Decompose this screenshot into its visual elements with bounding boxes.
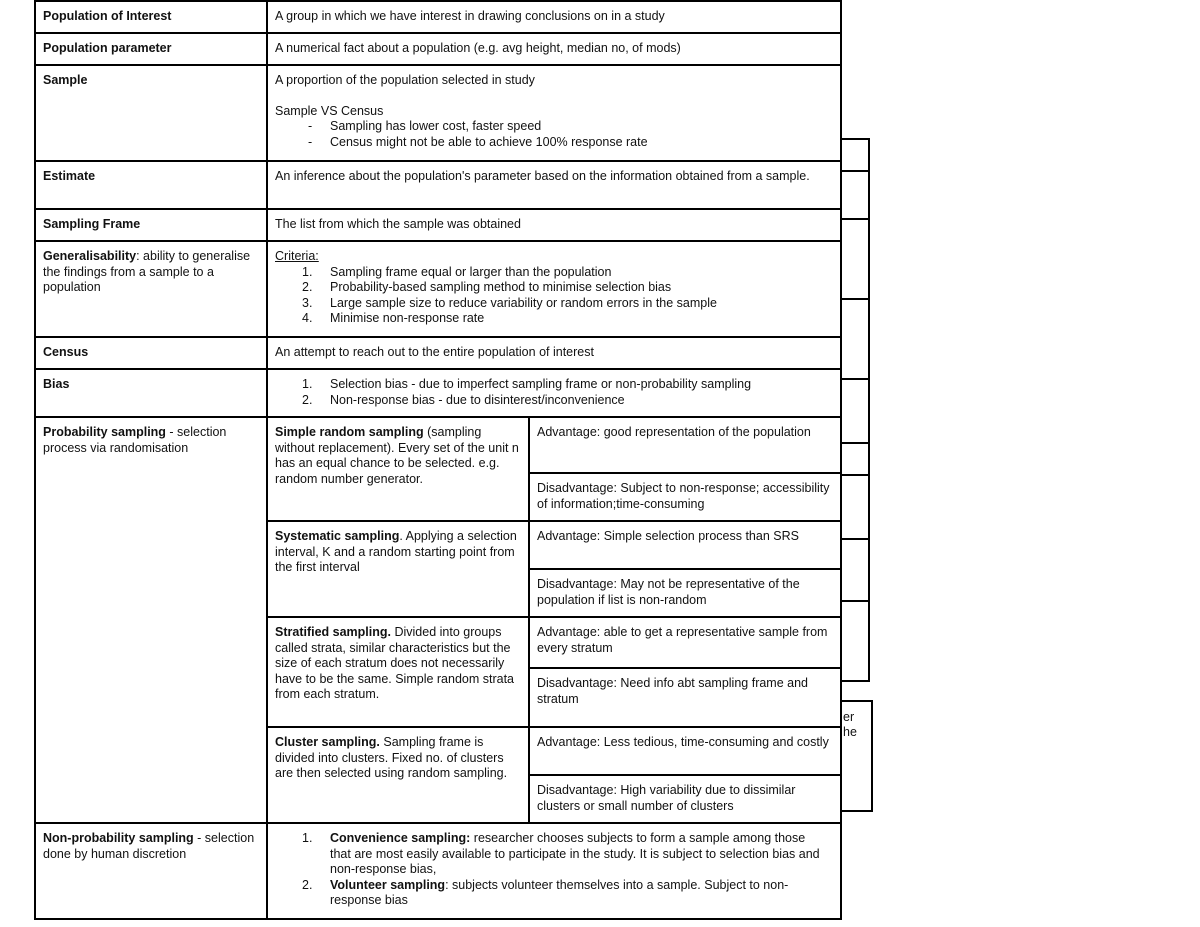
term-cell bbox=[34, 32, 268, 66]
term-cell bbox=[34, 0, 268, 34]
definition-cell bbox=[266, 240, 842, 338]
method-description: Divided into groups called strata, similar characteristics but the size of each stratum does not necessarily have to be the same. Simple random strata from each stratum. bbox=[275, 625, 515, 701]
subheading: Sample VS Census bbox=[275, 103, 384, 118]
definition-cell bbox=[266, 336, 842, 370]
background-text-fragment: he bbox=[843, 725, 857, 739]
method-name: Cluster sampling. bbox=[275, 735, 380, 749]
method-name: Stratified sampling. bbox=[275, 625, 391, 639]
term-description: : ability to generalise the findings from a sample to a population bbox=[43, 249, 251, 294]
term-label: Bias bbox=[43, 377, 70, 391]
term-cell bbox=[34, 368, 268, 418]
term-cell bbox=[34, 822, 268, 920]
method-description: . Applying a selection interval, K and a random starting point from the first interval bbox=[275, 529, 517, 574]
definition-text: A group in which we have interest in drawing conclusions on in a study bbox=[275, 9, 665, 23]
term-label: Census bbox=[43, 345, 89, 359]
term-label: Population of Interest bbox=[43, 9, 172, 23]
term-label: Probability sampling bbox=[43, 425, 166, 439]
list-item: 4. Minimise non-response rate bbox=[302, 311, 485, 325]
list-item: 2. Non-response bias - due to disinterest/inconvenience bbox=[302, 392, 625, 407]
numbered-list bbox=[275, 831, 828, 909]
term-description: - selection done by human discretion bbox=[43, 831, 255, 861]
disadvantage-cell: Disadvantage: May not be representative of the population if list is non-random bbox=[528, 568, 842, 618]
numbered-list bbox=[275, 377, 834, 408]
list-item: 2. Volunteer sampling: subjects volunteer themselves into a sample. Subject to non-response bias bbox=[302, 877, 789, 907]
term-label: Sample bbox=[43, 73, 88, 87]
list-item: - Census might not be able to achieve 100% response rate bbox=[308, 134, 648, 149]
definition-text: An inference about the population's parameter based on the information obtained from a sample. bbox=[275, 169, 810, 183]
list-item: 3. Large sample size to reduce variability or random errors in the sample bbox=[302, 295, 717, 310]
numbered-list bbox=[275, 265, 834, 327]
advantage-cell: Advantage: Less tedious, time-consuming and costly bbox=[528, 726, 842, 776]
bullet-list bbox=[275, 119, 834, 150]
term-label: Generalisability bbox=[43, 249, 137, 263]
definition-cell bbox=[266, 160, 842, 210]
definition-cell bbox=[266, 822, 842, 920]
disadvantage-cell: Disadvantage: High variability due to dissimilar clusters or small number of clusters bbox=[528, 774, 842, 824]
definition-cell bbox=[266, 32, 842, 66]
list-item: 1. Sampling frame equal or larger than the population bbox=[302, 264, 612, 279]
method-cell bbox=[266, 520, 530, 618]
method-cell bbox=[266, 416, 530, 522]
advantage-cell: Advantage: Simple selection process than SRS bbox=[528, 520, 842, 570]
method-description: Sampling frame is divided into clusters. Fixed no. of clusters are then selected using random sampling. bbox=[275, 735, 508, 780]
definition-cell bbox=[266, 368, 842, 418]
definition-cell bbox=[266, 64, 842, 162]
term-label: Estimate bbox=[43, 169, 96, 183]
disadvantage-cell: Disadvantage: Need info abt sampling frame and stratum bbox=[528, 667, 842, 728]
definition-cell bbox=[266, 208, 842, 242]
list-item: - Sampling has lower cost, faster speed bbox=[308, 119, 542, 133]
definition-text: The list from which the sample was obtained bbox=[275, 217, 521, 231]
list-item: 1. Convenience sampling: researcher chooses subjects to form a sample among those that are most easily available to participate in the study. It is subject to selection bias and non-response bias, bbox=[302, 831, 820, 876]
definition-text: A numerical fact about a population (e.g. avg height, median no, of mods) bbox=[275, 41, 681, 55]
term-label: Population parameter bbox=[43, 41, 172, 55]
list-item: 1. Selection bias - due to imperfect sampling frame or non-probability sampling bbox=[302, 377, 752, 391]
background-text-fragment: er bbox=[843, 710, 855, 724]
disadvantage-cell: Disadvantage: Subject to non-response; accessibility of information;time-consuming bbox=[528, 472, 842, 522]
term-cell bbox=[34, 64, 268, 162]
term-label: Non-probability sampling bbox=[43, 831, 194, 845]
method-name: Simple random sampling bbox=[275, 425, 424, 439]
term-cell bbox=[34, 416, 268, 824]
advantage-cell: Advantage: good representation of the population bbox=[528, 416, 842, 474]
subheading: Criteria: bbox=[275, 249, 319, 263]
definition-cell bbox=[266, 0, 842, 34]
term-cell bbox=[34, 336, 268, 370]
method-description: (sampling without replacement). Every set of the unit n has an equal chance to be selected. e.g. random number generator. bbox=[275, 425, 519, 486]
definition-text: A proportion of the population selected in study bbox=[275, 73, 535, 87]
definition-text: An attempt to reach out to the entire population of interest bbox=[275, 345, 594, 359]
advantage-cell: Advantage: able to get a representative sample from every stratum bbox=[528, 616, 842, 669]
list-item: 2. Probability-based sampling method to minimise selection bias bbox=[302, 280, 672, 294]
term-description: - selection process via randomisation bbox=[43, 425, 227, 455]
term-cell bbox=[34, 208, 268, 242]
term-label: Sampling Frame bbox=[43, 217, 141, 231]
method-cell bbox=[266, 616, 530, 728]
term-cell bbox=[34, 160, 268, 210]
term-cell bbox=[34, 240, 268, 338]
method-cell bbox=[266, 726, 530, 824]
method-name: Systematic sampling bbox=[275, 529, 400, 543]
